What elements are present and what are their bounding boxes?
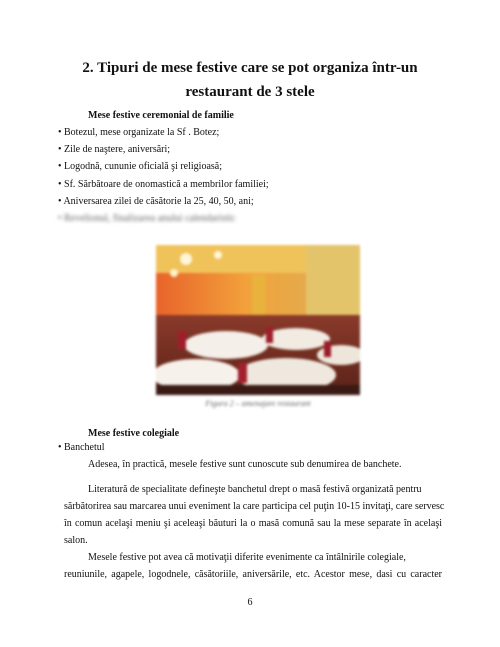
restaurant-photo-icon xyxy=(156,245,360,395)
section-heading: 2. Tipuri de mese festive care se pot organiza într-un restaurant de 3 stele xyxy=(82,60,418,100)
paragraph-line: Literatură de specialitate defineşte banchetul drept o masă festivă organizată pentru xyxy=(88,484,422,495)
family-ceremony-subheading: Mese festive ceremonial de familie xyxy=(88,110,234,121)
collegial-subheading: Mese festive colegiale xyxy=(88,428,180,439)
list-item: • Botezul, mese organizate la Sf . Botez; xyxy=(58,127,220,138)
paragraph-line: în comun acelaşi meniu şi aceleaşi băuturi la o masă comună sau la mese separate în acelaşi xyxy=(64,518,442,529)
restaurant-photo xyxy=(156,245,360,395)
paragraph-line: Adesea, în practică, mesele festive sunt cunoscute sub denumirea de banchete. xyxy=(88,459,402,470)
paragraph-line: Mesele festive pot avea că motivaţii diferite evenimente ca întâlnirile colegiale, xyxy=(88,552,406,563)
list-item: • Revelionul, finalizarea anului calendaristic xyxy=(58,213,236,225)
list-item: • Sf. Sărbătoare de onomastică a membrilor familiei; xyxy=(58,178,269,190)
list-item: • Aniversarea zilei de căsătorie la 25, 40, 50, ani; xyxy=(58,195,254,207)
list-item: • Zile de naştere, aniversări; xyxy=(58,144,171,156)
paragraph-line: sărbătorirea sau marcarea unui eveniment la care participa cel puţin 10-15 invitaţi, care servesc xyxy=(64,501,445,512)
page-number: 6 xyxy=(247,597,253,608)
list-item: • Logodnă, cununie oficială şi religioasă; xyxy=(58,161,223,173)
family-ceremony-list xyxy=(58,124,458,227)
list-item: • Banchetul xyxy=(58,442,105,453)
paragraph-line: salon. xyxy=(64,535,88,546)
paragraph-line: reuniunile, agapele, logodnele, căsătoriile, aniversările, etc. Acestor mese, dasi cu caracter xyxy=(64,569,442,580)
figure-caption: Figura 2 – amenajare restaurant xyxy=(205,399,311,408)
